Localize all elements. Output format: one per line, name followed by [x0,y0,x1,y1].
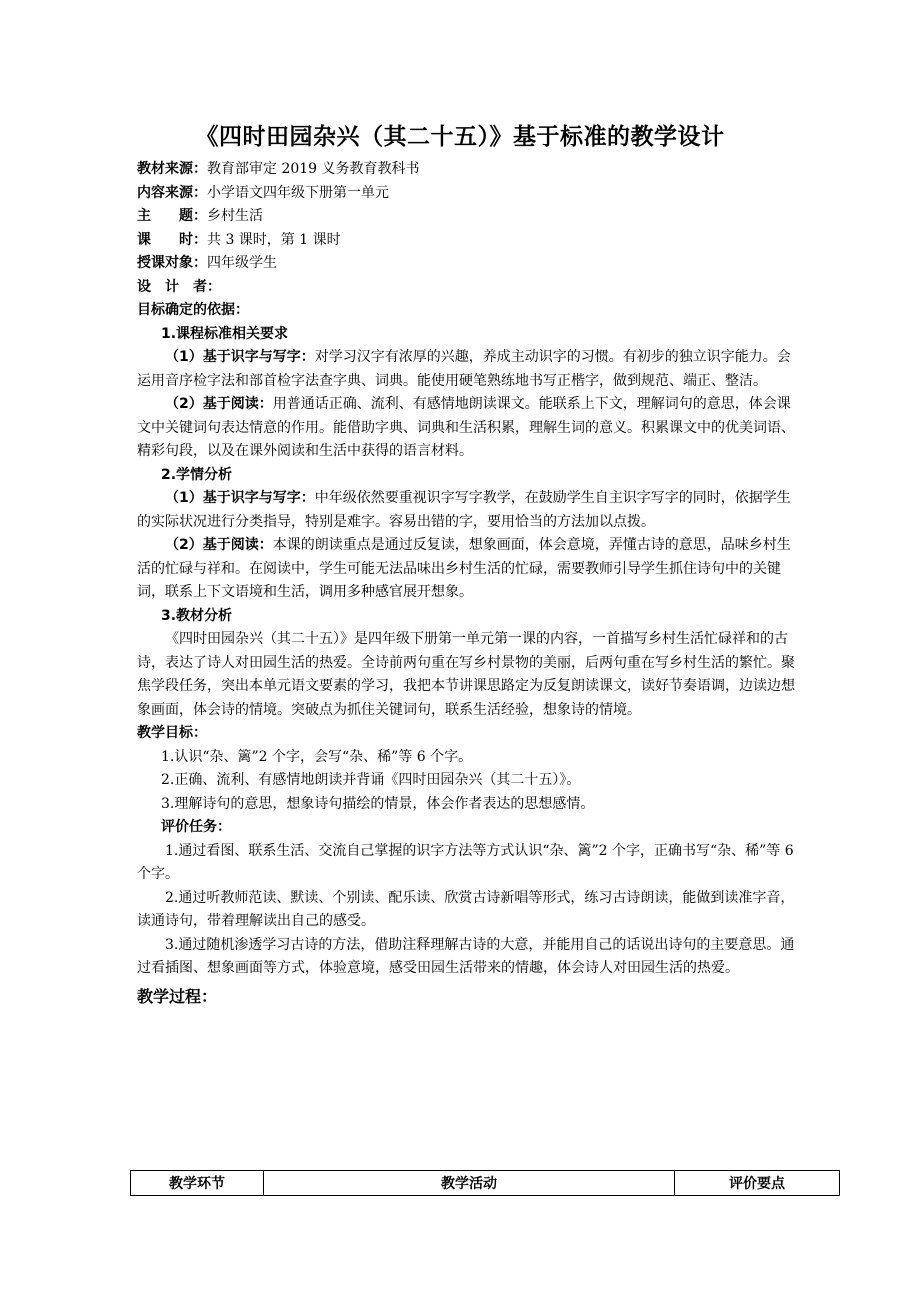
section-heading-textbook-analysis: 3.教材分析 [161,607,233,624]
basis-heading: 目标确定的依据： [137,302,249,318]
task-item: 2.通过听教师范读、默读、个别读、配乐读、欣赏古诗新唱等形式，练习古诗朗读，能做到读准字音，读通诗句，带着理解读出自己的感受。 [137,889,795,929]
section-heading-standards: 1.课程标准相关要求 [161,325,289,342]
paragraph [137,534,797,605]
paragraph-label: （2）基于阅读： [165,537,273,553]
meta-row-textbook [137,158,797,182]
meta-label: 课 时： [137,231,207,248]
goal-item: 3.理解诗句的意思，想象诗句描绘的情景，体会作者表达的思想感情。 [161,795,595,812]
paragraph-text: 用普通话正确、流利、有感情地朗读课文。能联系上下文，理解词句的意思，体会课文中关键词句表达情意的作用。能借助字典、词典和生活积累，理解生词的意义。积累课文中的优美词语、精彩句段，以及在课外阅读和生活中获得的语言材料。 [137,396,795,459]
meta-value: 教育部审定 2019 义务教育教科书 [207,161,420,177]
meta-value: 乡村生活 [207,208,263,224]
meta-value: 小学语文四年级下册第一单元 [207,184,389,201]
meta-row-designer [137,276,797,300]
meta-label: 设 计 者： [137,278,221,295]
task-item: 1.通过看图、联系生活、交流自己掌握的识字方法等方式认识“杂、篱”2 个字，正确书写“杂、稀”等 6 个字。 [137,842,794,882]
paragraph [137,346,797,393]
meta-label: 授课对象： [137,255,207,271]
task-item: 3.通过随机渗透学习古诗的方法，借助注释理解古诗的大意，并能用自己的话说出诗句的主要意思。通过看插图、想象画面等方式，体验意境，感受田园生活带来的情趣，体会诗人对田园生活的热爱。 [137,936,795,976]
meta-row-theme [137,205,797,229]
goal-item: 1.认识“杂、篱”2 个字，会写“杂、稀”等 6 个字。 [161,748,473,765]
paragraph-label: （1）基于识字与写字： [165,349,315,365]
meta-label: 教材来源： [137,161,207,177]
meta-value: 四年级学生 [207,255,277,271]
table-header-evaluation: 评价要点 [675,1171,840,1196]
table-header-row [131,1171,840,1196]
goals-heading: 教学目标： [137,725,207,741]
paragraph-text: 中年级依然要重视识字写字教学，在鼓励学生自主识字写字的同时，依据学生的实际状况进行分类指导，特别是难字。容易出错的字，要用恰当的方法加以点拨。 [137,490,791,530]
meta-row-content [137,182,797,206]
table-header-stage: 教学环节 [131,1171,264,1196]
meta-label: 内容来源： [137,184,207,201]
document-body [137,158,797,1008]
paragraph [137,393,797,464]
paragraph-text: 本课的朗读重点是通过反复读，想象画面，体会意境，弄懂古诗的意思，品味乡村生活的忙碌与祥和。在阅读中，学生可能无法品味出乡村生活的忙碌，需要教师引导学生抓住诗句中的关键词，联系上下文语境和生活，调用多种感官展开想象。 [137,537,791,600]
tasks-heading: 评价任务： [161,819,231,835]
section-heading-student-analysis: 2.学情分析 [161,466,233,483]
paragraph: 《四时田园杂兴（其二十五）》是四年级下册第一单元第一课的内容，一首描写乡村生活忙碌祥和的古诗，表达了诗人对田园生活的热爱。全诗前两句重在写乡村景物的美丽，后两句重在写乡村生活的繁忙。聚焦学段任务，突出本单元语文要素的学习，我把本节讲课思路定为反复朗读课文，读好节奏语调，边读边想象画面，体会诗的情境。突破点为抓住关键词句，联系生活经验，想象诗的情境。 [137,631,795,718]
meta-row-period [137,229,797,253]
page-title: 《四时田园杂兴（其二十五）》基于标准的教学设计 [195,124,725,150]
paragraph-text: 对学习汉字有浓厚的兴趣，养成主动识字的习惯。有初步的独立识字能力。会运用音序检字法和部首检字法查字典、词典。能使用硬笔熟练地书写正楷字，做到规范、端正、整洁。 [137,349,791,389]
paragraph-label: （1）基于识字与写字： [165,490,315,506]
meta-label: 主 题： [137,208,207,224]
process-heading: 教学过程： [137,986,218,1006]
meta-row-audience [137,252,797,276]
process-table [130,1170,840,1196]
paragraph [137,487,797,534]
table-header-activity: 教学活动 [264,1171,675,1196]
paragraph-label: （2）基于阅读： [165,396,273,412]
goal-item: 2.正确、流利、有感情地朗读并背诵《四时田园杂兴（其二十五）》。 [161,772,581,788]
meta-value: 共 3 课时，第 1 课时 [207,231,341,248]
